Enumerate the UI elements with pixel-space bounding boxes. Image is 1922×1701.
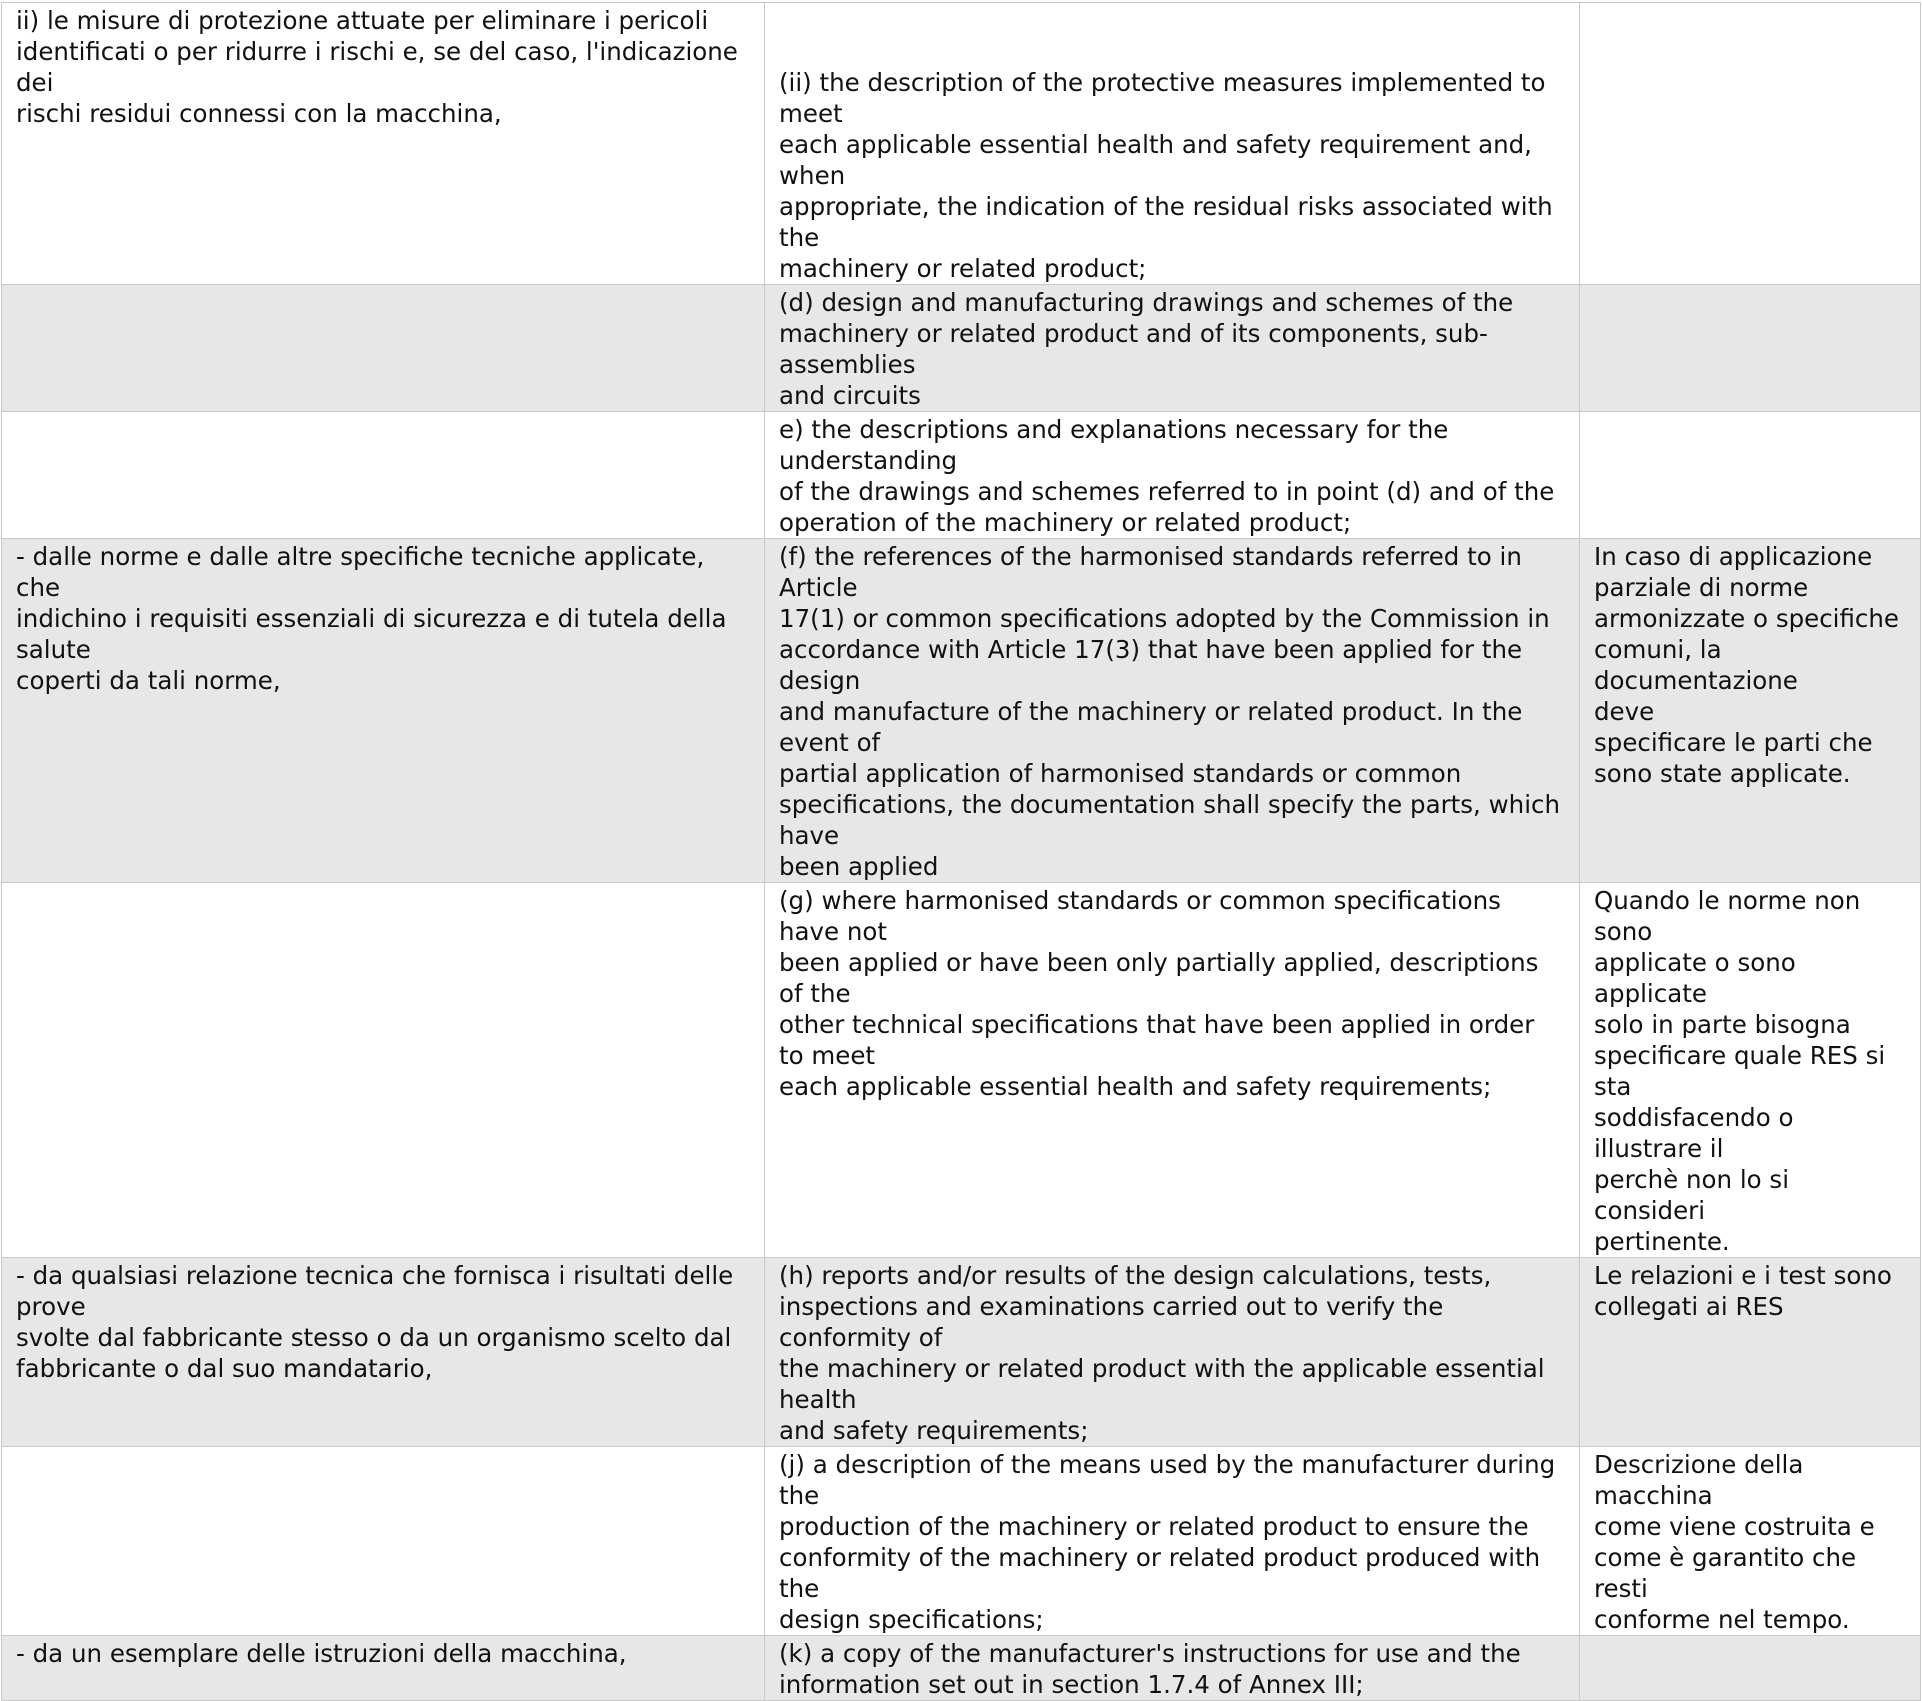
- note-cell: [1580, 883, 1921, 1258]
- english-cell: [765, 1258, 1580, 1447]
- english-cell: [765, 3, 1580, 285]
- italian-cell: [2, 412, 765, 539]
- english-text: (h) reports and/or results of the design calculations, tests, inspections and examinations carried out to verify the conformity of the machinery or related product with the applicable essential health and safety requirements;: [779, 1261, 1545, 1445]
- english-cell: [765, 539, 1580, 883]
- table-row: [2, 883, 1921, 1258]
- italian-cell: [2, 1636, 765, 1701]
- english-text: (g) where harmonised standards or common specifications have not been applied or have been only partially applied, descriptions of the other technical specifications that have been applied in order to meet each applicable essential health and safety requirements;: [779, 886, 1539, 1101]
- note-cell: [1580, 1447, 1921, 1636]
- english-cell: [765, 1636, 1580, 1701]
- english-cell: [765, 412, 1580, 539]
- note-cell: [1580, 285, 1921, 412]
- table-row: [2, 539, 1921, 883]
- italian-cell: [2, 1258, 765, 1447]
- italian-cell: [2, 539, 765, 883]
- italian-text: - da un esemplare delle istruzioni della macchina,: [16, 1639, 627, 1668]
- table-row: [2, 412, 1921, 539]
- italian-text: ii) le misure di protezione attuate per eliminare i pericoli identificati o per ridurre i rischi e, se del caso, l'indicazione dei rischi residui connessi con la macchina,: [16, 6, 738, 128]
- italian-cell: [2, 285, 765, 412]
- italian-cell: [2, 3, 765, 285]
- note-cell: [1580, 412, 1921, 539]
- table-row: [2, 285, 1921, 412]
- english-cell: [765, 1447, 1580, 1636]
- note-text: Quando le norme non sono applicate o sono applicate solo in parte bisogna specificare quale RES si sta soddisfacendo o illustrare il perchè non lo si consideri pertinente.: [1594, 886, 1886, 1256]
- comparison-table: [1, 2, 1921, 1701]
- table-row: [2, 1636, 1921, 1701]
- table-row: [2, 3, 1921, 285]
- italian-cell: [2, 1447, 765, 1636]
- english-text: (j) a description of the means used by the manufacturer during the production of the machinery or related product to ensure the conformity of the machinery or related product produced with the design specifications;: [779, 1450, 1556, 1634]
- italian-cell: [2, 883, 765, 1258]
- note-text: In caso di applicazione parziale di norme armonizzate o specifiche comuni, la documentazione deve specificare le parti che sono state applicate.: [1594, 542, 1899, 788]
- italian-text: - da qualsiasi relazione tecnica che fornisca i risultati delle prove svolte dal fabbricante stesso o da un organismo scelto dal fabbricante o dal suo mandatario,: [16, 1261, 734, 1383]
- italian-text: - dalle norme e dalle altre specifiche tecniche applicate, che indichino i requisiti essenziali di sicurezza e di tutela della salute coperti da tali norme,: [16, 542, 727, 695]
- english-text: e) the descriptions and explanations necessary for the understanding of the drawings and schemes referred to in point (d) and of the operation of the machinery or related product;: [779, 415, 1555, 537]
- english-text: (k) a copy of the manufacturer's instructions for use and the information set out in section 1.7.4 of Annex III;: [779, 1639, 1521, 1699]
- note-text: Le relazioni e i test sono collegati ai RES: [1594, 1261, 1892, 1321]
- note-text: Descrizione della macchina come viene costruita e come è garantito che resti conforme nel tempo.: [1594, 1450, 1875, 1634]
- note-cell: [1580, 539, 1921, 883]
- english-cell: [765, 285, 1580, 412]
- english-cell: [765, 883, 1580, 1258]
- english-text: (d) design and manufacturing drawings and schemes of the machinery or related product and of its components, sub-assemblies and circuits: [779, 288, 1514, 410]
- english-text: (ii) the description of the protective measures implemented to meet each applicable essential health and safety requirement and, when appropriate, the indication of the residual risks associated with the machinery or related product;: [779, 68, 1553, 283]
- note-cell: [1580, 3, 1921, 285]
- note-cell: [1580, 1636, 1921, 1701]
- note-cell: [1580, 1258, 1921, 1447]
- table-row: [2, 1258, 1921, 1447]
- table-row: [2, 1447, 1921, 1636]
- english-text: (f) the references of the harmonised standards referred to in Article 17(1) or common specifications adopted by the Commission in accordance with Article 17(3) that have been applied for the design and manufacture of the machinery or related product. In the event of partial application of harmonised standards or common specifications, the documentation shall specify the parts, which have been applied: [779, 542, 1560, 881]
